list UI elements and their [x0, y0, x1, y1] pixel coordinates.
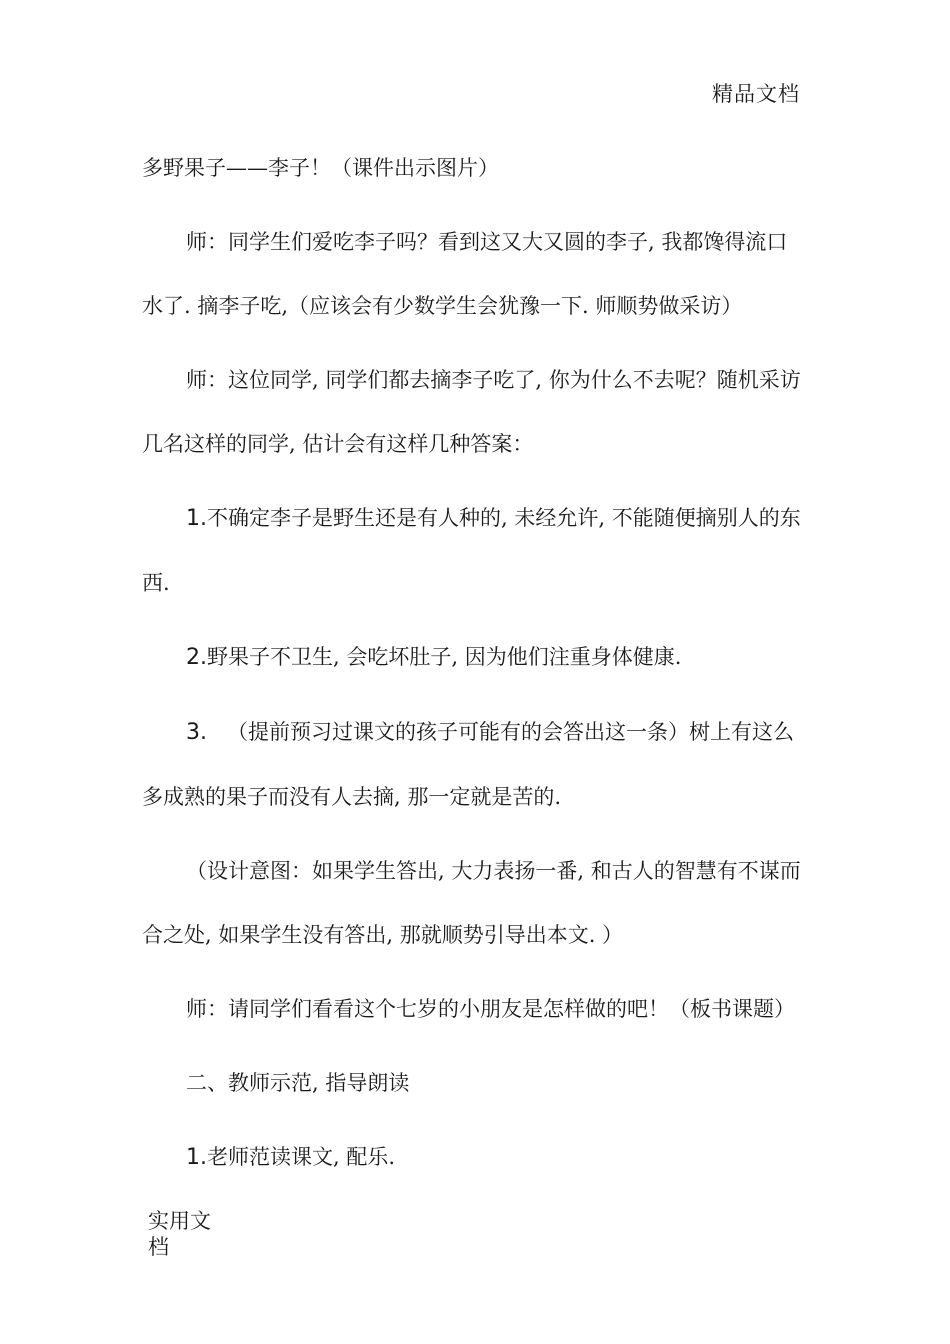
paragraph-text: 师：同学生们爱吃李子吗？看到这又大又圆的李子, 我都馋得流口水了. 摘李子吃,（应该会有少数学生会犹豫一下. 师顺势做采访） [142, 230, 788, 318]
list-item-text: （提前预习过课文的孩子可能有的会答出这一条）树上有这么多成熟的果子而没有人去摘, 那一定就是苦的. [142, 720, 795, 809]
paragraph-teacher-question [142, 210, 806, 338]
list-number: 3. [186, 720, 207, 745]
paragraph-text: 师：请同学们看看这个七岁的小朋友是怎样做的吧！（板书课题） [186, 997, 795, 1021]
paragraph-teacher-prompt [142, 977, 806, 1041]
paragraph-teacher-interview [142, 348, 806, 476]
paragraph-text: 师：这位同学, 同学们都去摘李子吃了, 你为什么不去呢？随机采访几名这样的同学, 估计会有这样几种答案： [142, 368, 801, 456]
list-item-text: 老师范读课文, 配乐. [207, 1145, 396, 1169]
list-item-answer-1 [142, 486, 806, 615]
list-item-step-1 [142, 1125, 806, 1190]
list-item-answer-3 [142, 700, 806, 829]
paragraph-design-intent [142, 839, 806, 967]
page-header: 精品文档 [712, 82, 800, 106]
page-footer: 实用文档 [148, 1209, 211, 1259]
list-number: 1. [186, 1145, 207, 1170]
list-item-text: 不确定李子是野生还是有人种的, 未经允许, 不能随便摘别人的东西. [142, 506, 801, 595]
list-number: 2. [186, 645, 207, 670]
paragraph-continuation: 多野果子——李子！（课件出示图片） [142, 156, 499, 180]
list-number: 1. [186, 506, 207, 531]
section-heading-text: 二、教师示范, 指导朗读 [186, 1071, 410, 1095]
list-item-answer-2 [142, 625, 806, 690]
list-item-text: 野果子不卫生, 会吃坏肚子, 因为他们注重身体健康. [207, 645, 682, 669]
section-heading [142, 1051, 806, 1115]
document-body [142, 136, 806, 1200]
paragraph-text: （设计意图：如果学生答出, 大力表扬一番, 和古人的智慧有不谋而合之处, 如果学生没有答出, 那就顺势引导出本文. ） [142, 859, 801, 947]
